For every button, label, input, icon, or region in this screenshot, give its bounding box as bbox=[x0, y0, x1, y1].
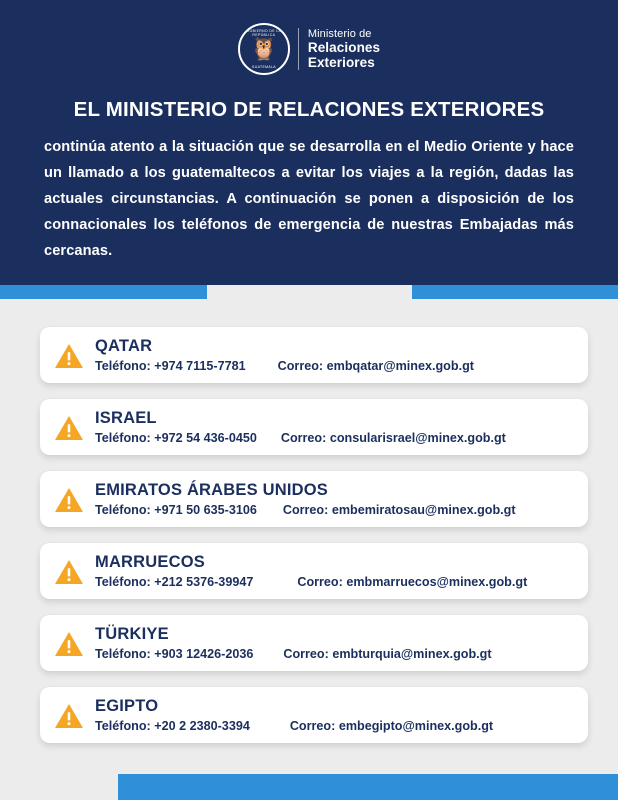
divider-notch bbox=[207, 285, 412, 299]
country-name: MARRUECOS bbox=[95, 553, 205, 572]
phone-label: Teléfono: bbox=[95, 718, 151, 733]
list-item bbox=[40, 543, 588, 599]
warning-icon bbox=[54, 413, 84, 443]
warning-icon bbox=[54, 629, 84, 659]
header-body-text: continúa atento a la situación que se desarrolla en el Medio Oriente y hace un llamado a los guatemaltecos a evitar los viajes a la región, dadas las actuales circunstancias. A continuación se ponen a disposición de los connacionales los teléfonos de emergencia de nuestras Embajadas más cercanas. bbox=[44, 139, 574, 259]
contact-row bbox=[95, 647, 578, 661]
phone-label: Teléfono: bbox=[95, 502, 151, 517]
list-item bbox=[40, 687, 588, 743]
card-body bbox=[95, 697, 588, 733]
contact-row bbox=[95, 359, 578, 373]
phone-number[interactable]: +212 5376-39947 bbox=[154, 574, 254, 589]
phone-number[interactable]: +903 12426-2036 bbox=[154, 646, 254, 661]
ministry-wordmark bbox=[298, 28, 380, 71]
ministry-line-1: Ministerio de bbox=[307, 27, 372, 40]
warning-icon bbox=[54, 341, 84, 371]
email-label: Correo: bbox=[283, 646, 329, 661]
phone-label: Teléfono: bbox=[95, 646, 151, 661]
list-item bbox=[40, 327, 588, 383]
government-seal-icon bbox=[238, 23, 290, 75]
contact-row bbox=[95, 719, 578, 733]
contact-row bbox=[95, 575, 578, 589]
list-item bbox=[40, 615, 588, 671]
divider-segment-right bbox=[412, 285, 618, 299]
country-name: EGIPTO bbox=[95, 697, 159, 716]
email-label: Correo: bbox=[280, 430, 327, 445]
email-label: Correo: bbox=[297, 574, 343, 589]
phone-number[interactable]: +974 7115-7781 bbox=[154, 358, 246, 373]
email-address[interactable]: embmarruecos@minex.gob.gt bbox=[346, 574, 528, 589]
email-address[interactable]: embqatar@minex.gob.gt bbox=[326, 358, 474, 373]
warning-icon bbox=[54, 557, 84, 587]
country-name: EMIRATOS ÁRABES UNIDOS bbox=[95, 481, 328, 500]
phone-label: Teléfono: bbox=[95, 574, 151, 589]
email-label: Correo: bbox=[289, 718, 336, 733]
card-body bbox=[95, 481, 588, 517]
phone-number[interactable]: +972 54 436-0450 bbox=[154, 430, 257, 445]
header bbox=[0, 0, 618, 285]
phone-number[interactable]: +971 50 635-3106 bbox=[154, 502, 257, 517]
country-name: TÜRKIYE bbox=[95, 625, 169, 644]
phone-label: Teléfono: bbox=[95, 358, 151, 373]
email-address[interactable]: consularisrael@minex.gob.gt bbox=[329, 430, 506, 445]
country-name: ISRAEL bbox=[95, 409, 157, 428]
contact-row bbox=[95, 503, 578, 517]
phone-label: Teléfono: bbox=[95, 430, 151, 445]
email-address[interactable]: embturquia@minex.gob.gt bbox=[332, 646, 492, 661]
email-address[interactable]: embemiratosau@minex.gob.gt bbox=[331, 502, 516, 517]
ministry-line-3: Exteriores bbox=[307, 55, 375, 71]
list-item bbox=[40, 399, 588, 455]
email-label: Correo: bbox=[282, 502, 329, 517]
footer-bar bbox=[0, 774, 618, 800]
page-title: EL MINISTERIO DE RELACIONES EXTERIORES bbox=[73, 98, 545, 121]
ministry-line-2: Relaciones bbox=[307, 40, 381, 56]
footer-notch bbox=[0, 774, 118, 800]
ministry-logo bbox=[44, 18, 574, 80]
embassy-list bbox=[0, 299, 618, 743]
list-item bbox=[40, 471, 588, 527]
card-body bbox=[95, 409, 588, 445]
contact-row bbox=[95, 431, 578, 445]
warning-icon bbox=[54, 701, 84, 731]
country-name: QATAR bbox=[95, 337, 153, 356]
card-body bbox=[95, 553, 588, 589]
email-address[interactable]: embegipto@minex.gob.gt bbox=[338, 718, 494, 733]
card-body bbox=[95, 625, 588, 661]
divider-segment-left bbox=[0, 285, 207, 299]
email-label: Correo: bbox=[277, 358, 324, 373]
card-body bbox=[95, 337, 588, 373]
warning-icon bbox=[54, 485, 84, 515]
quetzal-icon: 🦉 bbox=[250, 36, 278, 61]
phone-number[interactable]: +20 2 2380-3394 bbox=[154, 718, 250, 733]
seal-bottom-text: GUATEMALA bbox=[251, 65, 276, 69]
seal-top-text: GOBIERNO DE LA REPÚBLICA bbox=[246, 29, 282, 37]
accent-divider bbox=[0, 285, 618, 299]
